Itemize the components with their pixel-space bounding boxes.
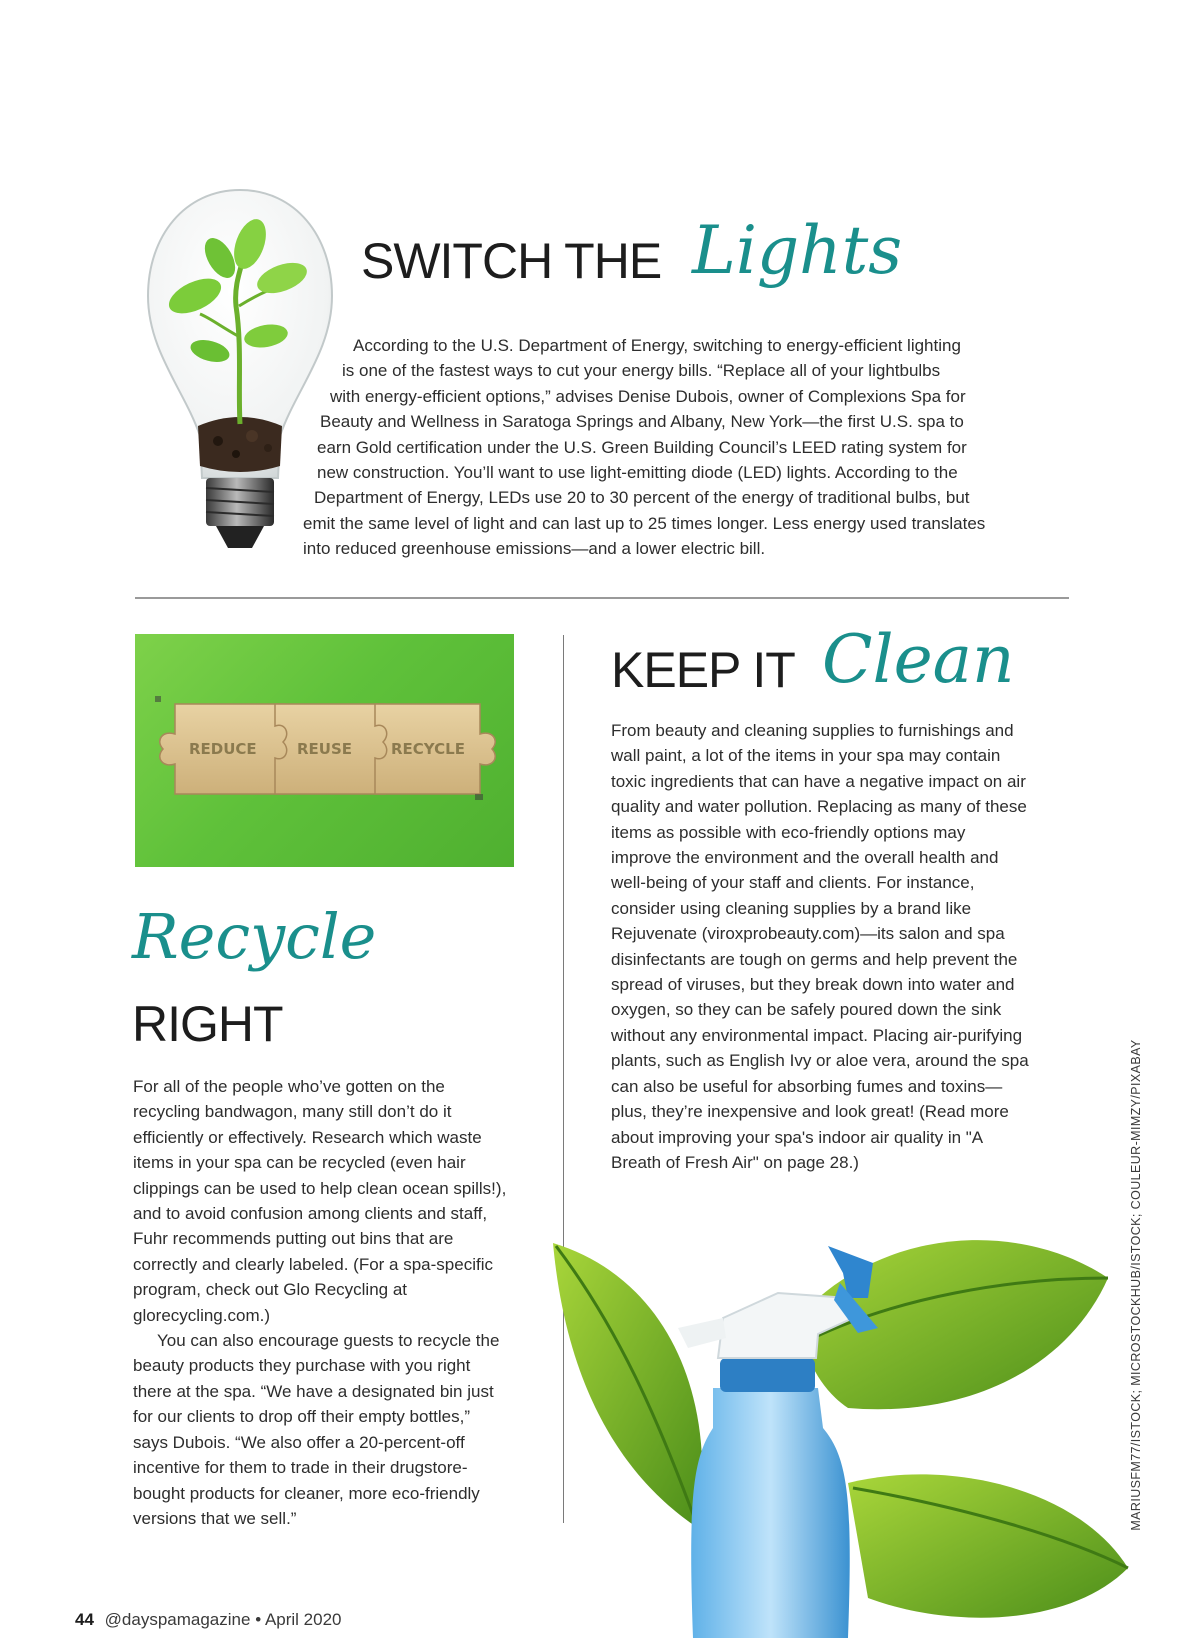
switch-line: Beauty and Wellness in Saratoga Springs and Albany, New York—the first U.S. spa to (320, 412, 964, 432)
switch-line: emit the same level of light and can last up to 25 times longer. Less energy used translates (303, 513, 986, 533)
switch-body-text (290, 333, 1050, 562)
footer-separator: • (255, 1610, 262, 1629)
switch-line: new construction. You’ll want to use light-emitting diode (LED) lights. According to the (317, 463, 958, 483)
switch-line: earn Gold certification under the U.S. Green Building Council’s LEED rating system for (317, 437, 967, 457)
clean-heading-caps: KEEP IT (611, 642, 795, 698)
recycle-body-text (133, 1074, 508, 1531)
recycle-paragraph-2: You can also encourage guests to recycle the beauty products they purchase with you right there at the spa. “We have a designated bin just for our clients to drop off their empty bottles,” says Dubois. “We also offer a 20-percent-off incentive for them to trade in their drugstore-bought products for cleaner, more eco-friendly versions that we sell.” (133, 1331, 500, 1528)
issue-date: April 2020 (264, 1610, 342, 1629)
puzzle-label-recycle: RECYCLE (391, 740, 465, 758)
section-divider (135, 597, 1069, 599)
recycle-heading-caps: RIGHT (132, 996, 283, 1052)
reduce-reuse-recycle-puzzle-photo (135, 634, 514, 867)
switch-heading-caps: SWITCH THE (361, 233, 662, 289)
page-number: 44 (75, 1610, 94, 1629)
puzzle-label-reuse: REUSE (297, 740, 353, 758)
switch-line: Department of Energy, LEDs use 20 to 30 percent of the energy of traditional bulbs, but (314, 488, 970, 508)
clean-heading-script: Clean (822, 621, 1015, 698)
magazine-handle: @dayspamagazine (104, 1610, 251, 1629)
switch-heading-script: Lights (692, 212, 903, 289)
switch-line: is one of the fastest ways to cut your energy bills. “Replace all of your lightbulbs (342, 361, 941, 381)
puzzle-label-reduce: REDUCE (189, 740, 257, 758)
photo-credit-text: MARIUSFM77/ISTOCK; MICROSTOCKHUB/ISTOCK; COULEUR-MIMZY/PIXABAY (1129, 1039, 1143, 1531)
switch-line: into reduced greenhouse emissions—and a lower electric bill. (303, 539, 766, 559)
page-footer (75, 1610, 342, 1630)
recycle-heading-script: Recycle (132, 900, 377, 973)
switch-line: with energy-efficient options,” advises Denise Dubois, owner of Complexions Spa for (330, 386, 966, 406)
clean-paragraph: From beauty and cleaning supplies to furnishings and wall paint, a lot of the items in your spa may contain toxic ingredients that can have a negative impact on air quality and water pollution. Replacing as many of these items as possible with eco-friendly options may improve the environment and the overall health and well-being of your staff and clients. For instance, consider using cleaning supplies by a brand like Rejuvenate (viroxprobeauty.com)—its salon and spa disinfectants are tough on germs and help prevent the spread of viruses, but they break down into water and oxygen, so they can be safely poured down the sink without any environmental impact. Placing air-purifying plants, such as English Ivy or aloe vera, around the spa can also be useful for absorbing fumes and toxins—plus, they’re inexpensive and look great! (Read more about improving your spa's indoor air quality in "A Breath of Fresh Air" on page 28.) (611, 721, 1029, 1172)
photo-credit (1126, 1039, 1146, 1531)
spray-bottle-leaves-photo (548, 1238, 1148, 1638)
switch-line: According to the U.S. Department of Energy, switching to energy-efficient lighting (353, 336, 961, 355)
clean-body-text (611, 718, 1029, 1175)
recycle-paragraph-1: For all of the people who’ve gotten on the recycling bandwagon, many still don’t do it efficiently or effectively. Research which waste items in your spa can be recycled (even hair clippings can be used to help clean ocean spills!), and to avoid confusion among clients and staff, Fuhr recommends putting out bins that are correctly and clearly labeled. (For a spa-specific program, check out Glo Recycling at glorecycling.com.) (133, 1077, 507, 1325)
